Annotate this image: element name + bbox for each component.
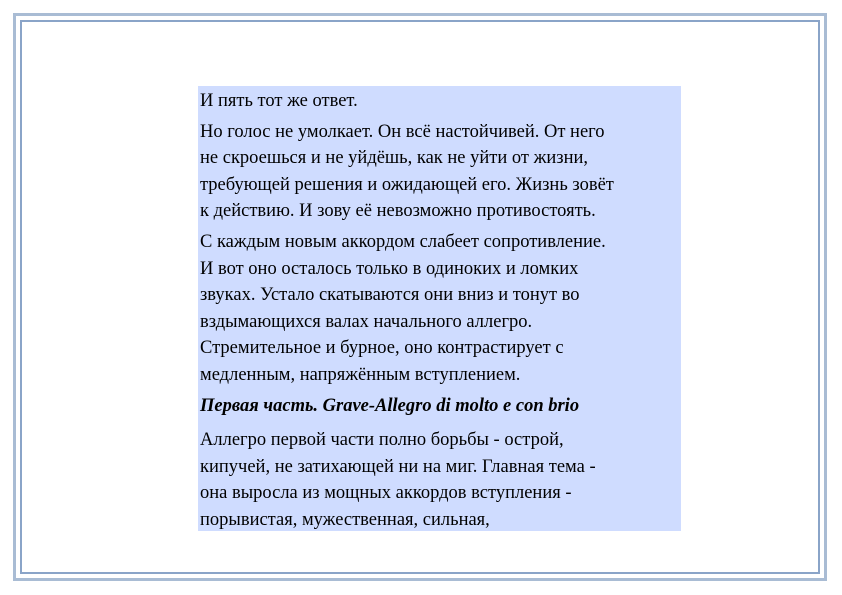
paragraph-resistance: С каждым новым аккордом слабеет сопротивление. И вот оно осталось только в одиноких и ломких звуках. Устало скатываются они вниз и тонут во вздымающихся валах начального аллегро. Стремительное и бурное, оно контрастирует с медленным, напряжённым вступлением.	[200, 231, 606, 385]
paragraph-answer: И пять тот же ответ.	[200, 91, 358, 111]
paragraph-voice: Но голос не умолкает. Он всё настойчивей. От него не скроешься и не уйдёшь, как не уйти от жизни, требующей решения и ожидающей его. Жизнь зовёт к действию. И зову её невозможно противостоять.	[200, 121, 614, 222]
text-panel	[198, 86, 681, 531]
paragraph-allegro: Аллегро первой части полно борьбы - острой, кипучей, не затихающей ни на миг. Главная тема - она выросла из мощных аккордов вступления - порывистая, мужественная, сильная,	[200, 430, 596, 530]
section-heading: Первая часть. Grave-Allegro di molto e con brio	[200, 395, 580, 416]
